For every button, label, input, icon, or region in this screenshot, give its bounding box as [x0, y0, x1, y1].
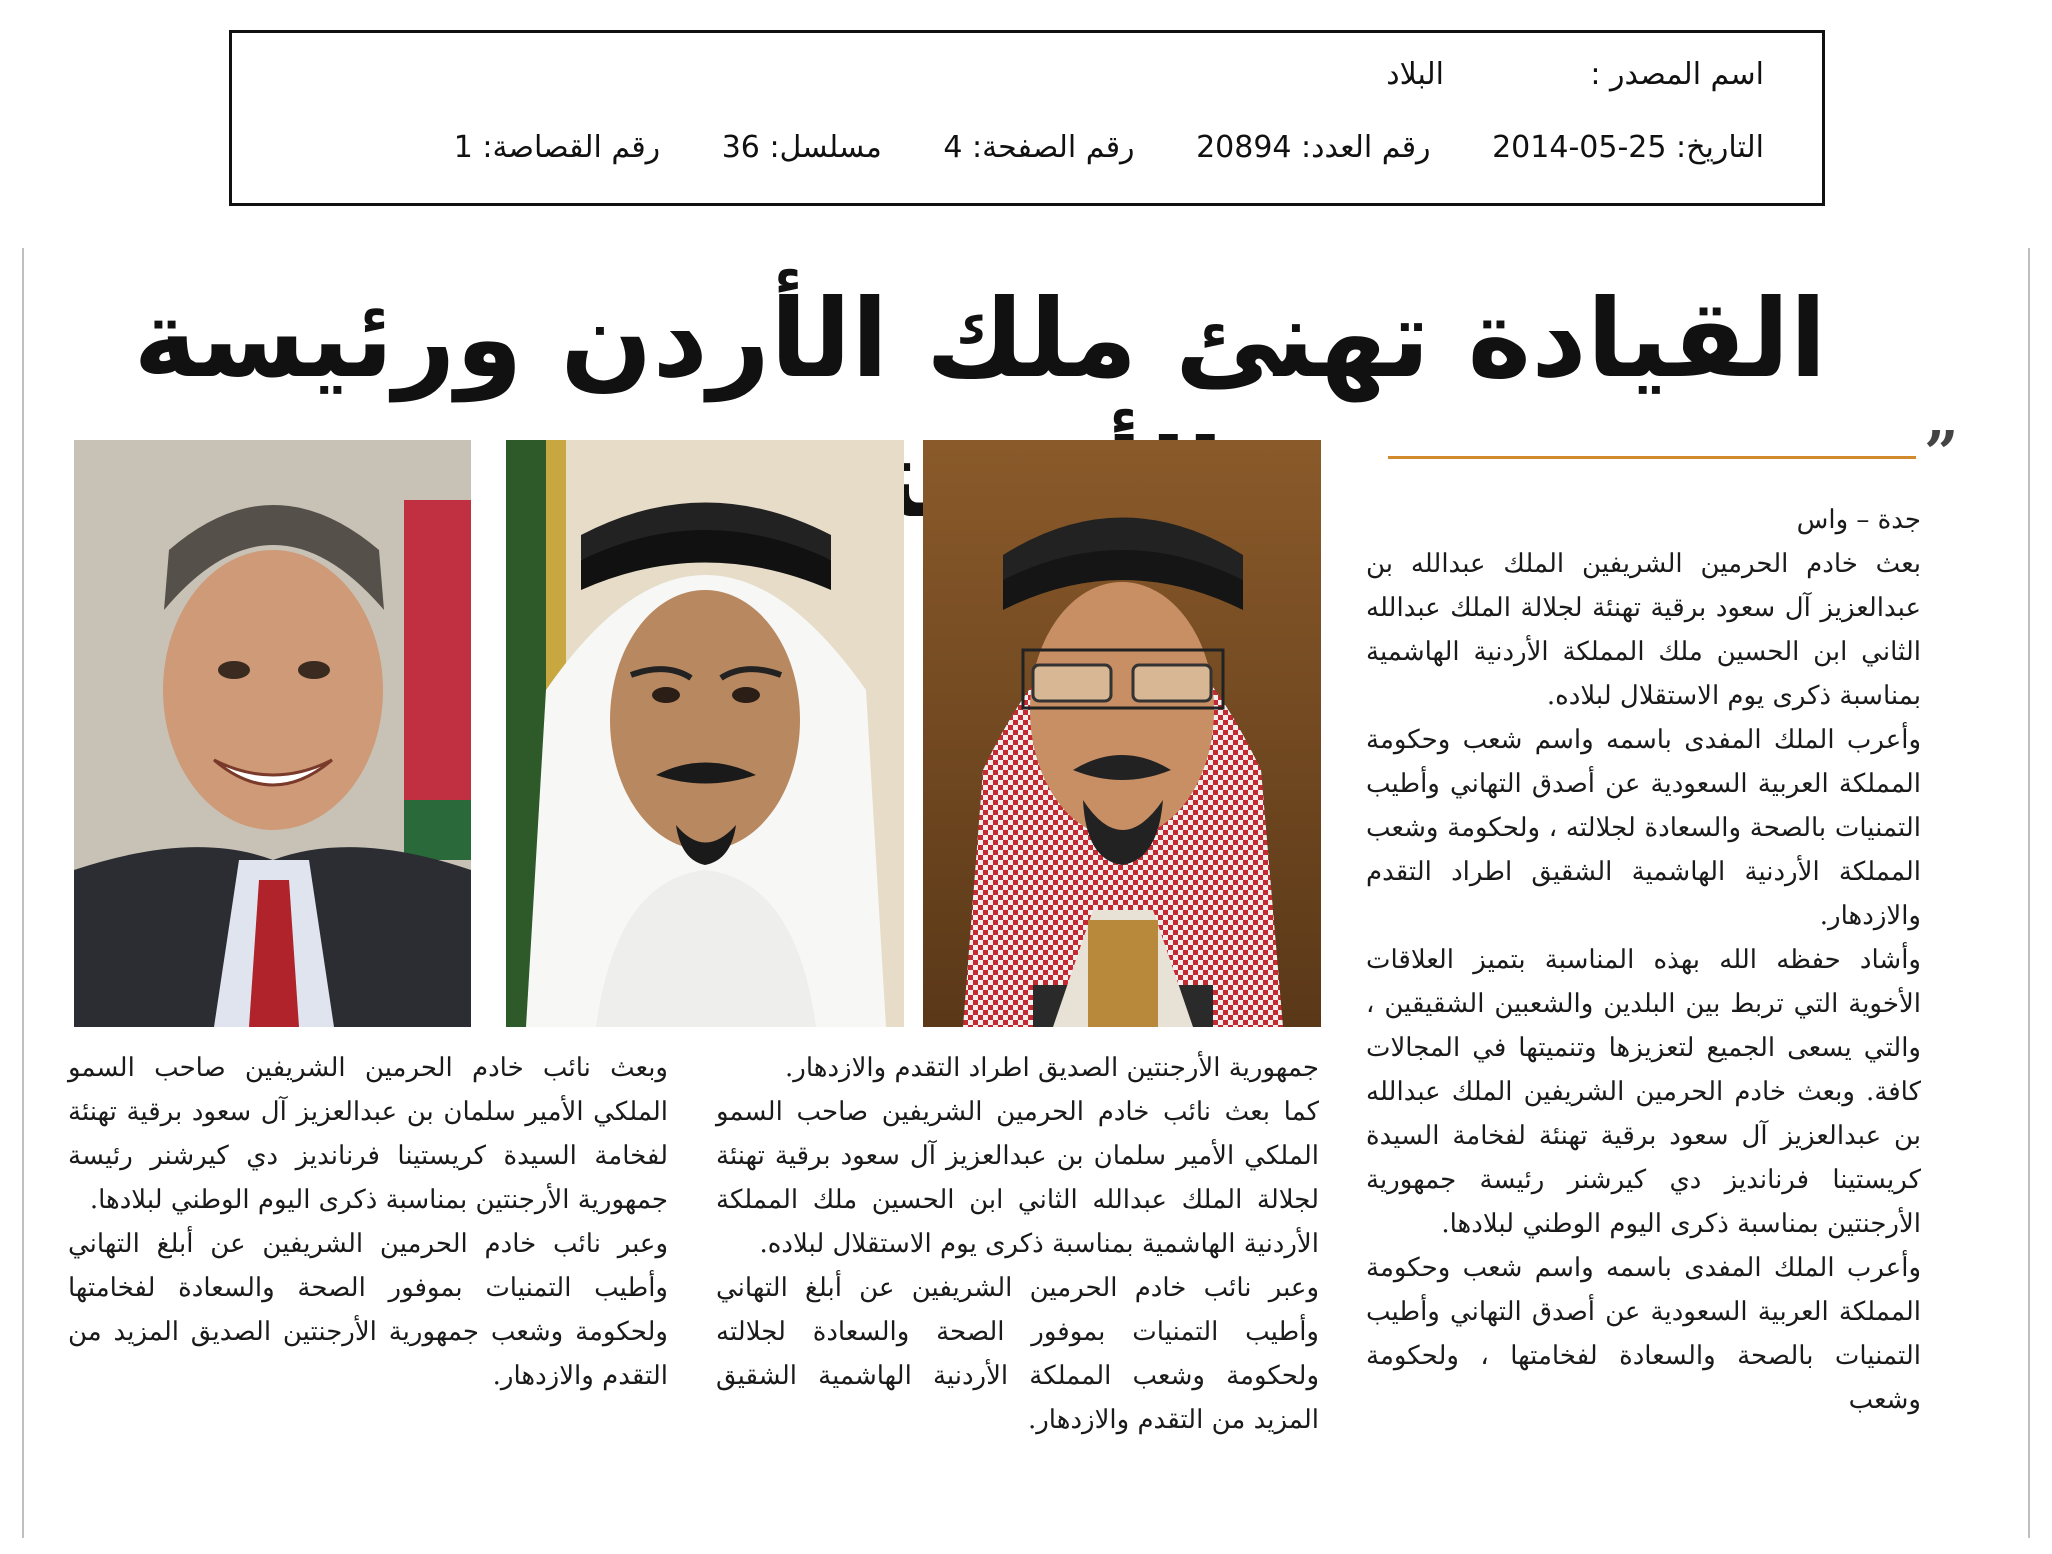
- source-page-number: رقم الصفحة: 4: [943, 130, 1135, 165]
- source-serial-number: مسلسل: 36: [721, 130, 882, 165]
- article-paragraph: وأعرب الملك المفدى باسمه واسم شعب وحكومة المملكة العربية السعودية عن أصدق التهاني وأطيب التمنيات بالصحة والسعادة لفخامتها ، ولحكومة وشعب: [1366, 1253, 1921, 1415]
- article-paragraph: كما بعث نائب خادم الحرمين الشريفين صاحب السمو الملكي الأمير سلمان بن عبدالعزيز آل سعود برقية تهنئة لجلالة الملك عبدالله الثاني ابن الحسين ملك المملكة الأردنية الهاشمية بمناسبة ذكرى يوم الاستقلال لبلاده.: [716, 1097, 1319, 1259]
- source-name-row: [1386, 55, 1764, 95]
- page-frame-right-line: [2028, 248, 2030, 1538]
- source-issue-number: رقم العدد: 20894: [1196, 130, 1431, 165]
- article-paragraph: وأشاد حفظه الله بهذه المناسبة بتميز العلاقات الأخوية التي تربط بين البلدين والشعبين الشقيقين ، والتي يسعى الجميع لتعزيزها وتنميتها في المجالات كافة. وبعث خادم الحرمين الشريفين الملك عبدالله بن عبدالعزيز آل سعود برقية تهنئة لفخامة السيدة كريستينا فرنانديز دي كيرشنر رئيسة جمهورية الأرجنتين بمناسبة ذكرى اليوم الوطني لبلادها.: [1366, 945, 1921, 1239]
- article-headline: القيادة تهنئ ملك الأردن ورئيسة: [133, 277, 1827, 402]
- article-column-left: [68, 1046, 668, 1398]
- portrait-red-headdress-image: [923, 440, 1321, 1027]
- article-column-right: [1366, 498, 1921, 1422]
- portrait-red-headdress-photo: [923, 440, 1321, 1027]
- source-details-row: [454, 128, 1764, 168]
- source-name-value: البلاد: [1386, 57, 1444, 92]
- source-info-box: [229, 30, 1825, 206]
- orange-divider-rule: [1388, 456, 1916, 459]
- source-name-label: اسم المصدر :: [1590, 57, 1764, 92]
- quote-mark-icon: ”: [1924, 419, 1959, 489]
- article-paragraph: وعبر نائب خادم الحرمين الشريفين عن أبلغ التهاني وأطيب التمنيات بموفور الصحة والسعادة لجلالته ولحكومة وشعب المملكة الأردنية الهاشمية الشقيق المزيد من التقدم والازدهار.: [716, 1273, 1319, 1435]
- article-dateline: جدة – واس: [1796, 505, 1921, 535]
- source-clip-number: رقم القصاصة: 1: [453, 130, 661, 165]
- page-frame-left-line: [22, 248, 24, 1538]
- portrait-suit-red-tie-image: [74, 440, 471, 1027]
- article-paragraph: بعث خادم الحرمين الشريفين الملك عبدالله بن عبدالعزيز آل سعود برقية تهنئة لجلالة الملك عبدالله الثاني ابن الحسين ملك المملكة الأردنية الهاشمية بمناسبة ذكرى يوم الاستقلال لبلاده.: [1366, 549, 1921, 711]
- portrait-white-headdress-photo: [506, 440, 904, 1027]
- article-column-middle: [716, 1046, 1319, 1442]
- portrait-suit-red-tie-photo: [74, 440, 471, 1027]
- article-paragraph: وعبر نائب خادم الحرمين الشريفين عن أبلغ التهاني وأطيب التمنيات بموفور الصحة والسعادة لفخامتها ولحكومة وشعب جمهورية الأرجنتين الصديق المزيد من التقدم والازدهار.: [68, 1229, 668, 1391]
- article-paragraph: وأعرب الملك المفدى باسمه واسم شعب وحكومة المملكة العربية السعودية عن أصدق التهاني وأطيب التمنيات بالصحة والسعادة لجلالته ، ولحكومة وشعب المملكة الأردنية الهاشمية الشقيق اطراد التقدم والازدهار.: [1366, 725, 1921, 931]
- article-paragraph: وبعث نائب خادم الحرمين الشريفين صاحب السمو الملكي الأمير سلمان بن عبدالعزيز آل سعود برقية تهنئة لفخامة السيدة كريستينا فرنانديز دي كيرشنر رئيسة جمهورية الأرجنتين بمناسبة ذكرى اليوم الوطني لبلادها.: [68, 1053, 668, 1215]
- source-date: التاريخ: 25-05-2014: [1492, 130, 1764, 165]
- portrait-white-headdress-image: [506, 440, 904, 1027]
- article-paragraph: جمهورية الأرجنتين الصديق اطراد التقدم والازدهار.: [785, 1053, 1319, 1083]
